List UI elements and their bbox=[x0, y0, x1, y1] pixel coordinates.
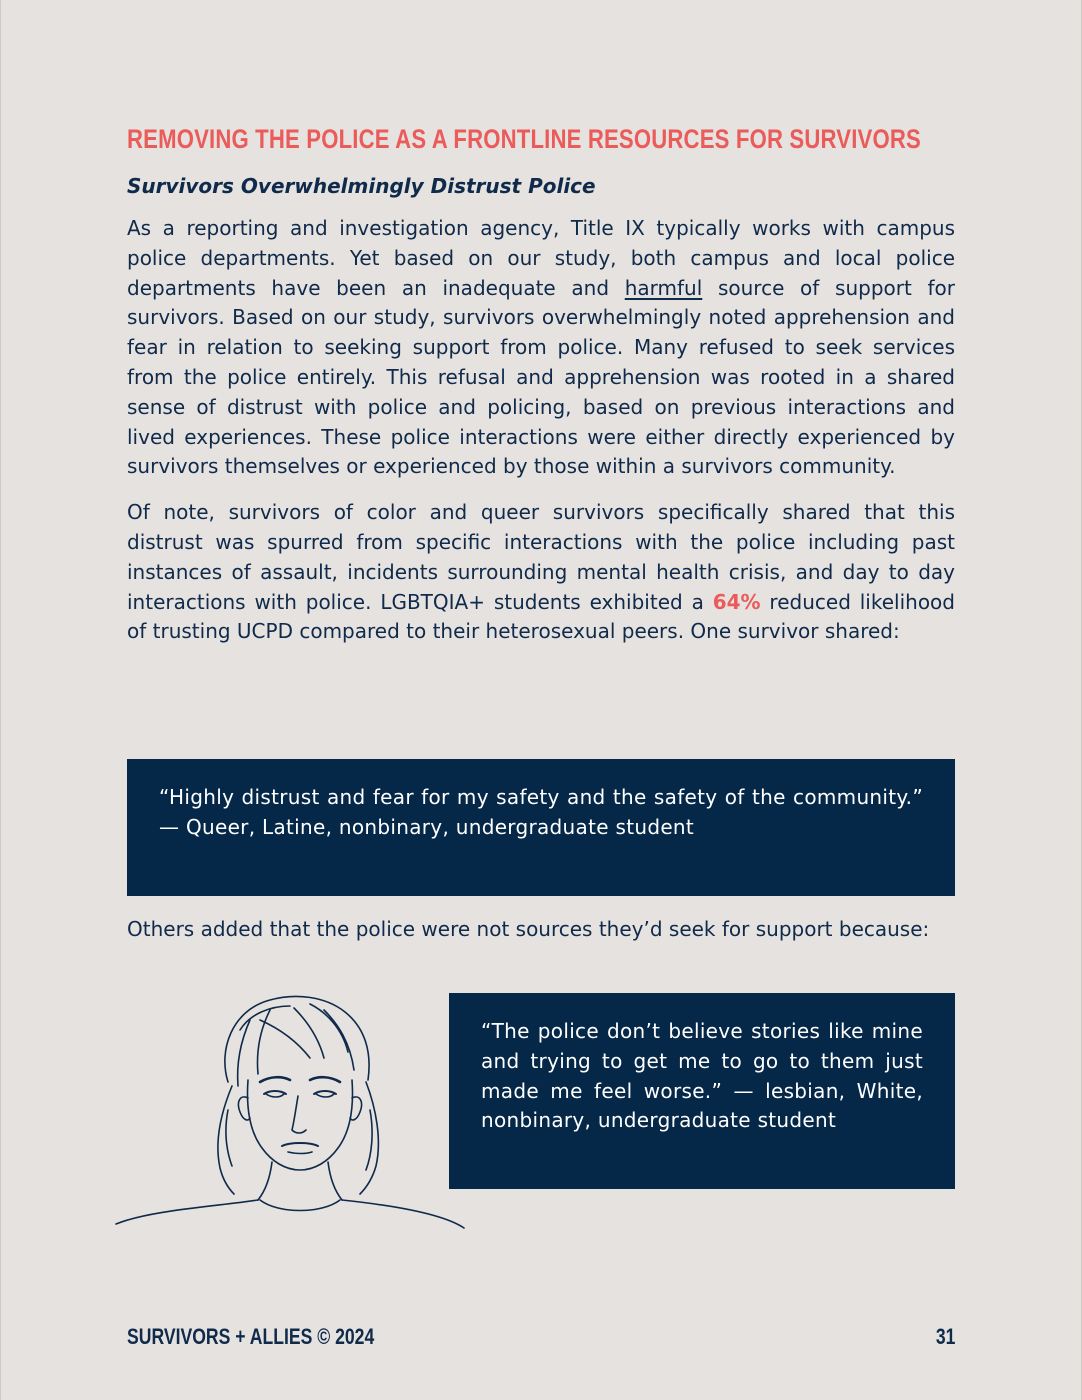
section-title: REMOVING THE POLICE AS A FRONTLINE RESOURCES FOR SURVIVORS bbox=[127, 124, 921, 154]
paragraph-others: Others added that the police were not sources they’d seek for support because: bbox=[127, 917, 930, 941]
quote-box-2 bbox=[449, 993, 955, 1189]
main-content bbox=[127, 120, 955, 647]
paragraph-queer-survivors bbox=[127, 498, 955, 647]
paragraph-text: Of note, survivors of color and queer survivors specifically shared that this distrust was spurred from specific interactions with the police including past instances of assault, incidents surrounding mental health crisis, and day to day interactions with police. LGBTQIA+ students exhibited a bbox=[127, 500, 955, 614]
harmful-link[interactable]: harmful bbox=[624, 275, 703, 300]
quote-box-1 bbox=[127, 759, 955, 896]
page-number: 31 bbox=[935, 1324, 955, 1349]
line-drawing-portrait-icon bbox=[110, 990, 470, 1230]
paragraph-text: source of support for survivors. Based on our study, survivors overwhelmingly noted apprehension and fear in relation to seeking support from police. Many refused to seek services from the police entirely. This refusal and apprehension was rooted in a shared sense of distrust with police and policing, based on previous interactions and lived experiences. These police interactions were either directly experienced by survivors themselves or experienced by those within a survivors community. bbox=[127, 275, 955, 479]
footer-publisher: SURVIVORS + ALLIES © 2024 bbox=[127, 1324, 375, 1349]
quote-text: “The police don’t believe stories like mine and trying to get me to go to them just made me feel worse.” — lesbian, White, nonbinary, undergraduate student bbox=[481, 1019, 923, 1133]
page-footer bbox=[127, 1322, 955, 1352]
stat-highlight: 64% bbox=[712, 589, 761, 614]
paragraph-distrust bbox=[127, 214, 955, 482]
paragraph-text: As a reporting and investigation agency, Title IX typically works with campus police departments. Yet based on our study, both campus and local police departments have been an inadequate and bbox=[127, 216, 955, 300]
quote-text: “Highly distrust and fear for my safety and the safety of the community.” — Queer, Latine, nonbinary, undergraduate student bbox=[159, 785, 923, 839]
section-subtitle: Survivors Overwhelmingly Distrust Police bbox=[127, 174, 596, 198]
paragraph-text: reduced likelihood of trusting UCPD compared to their heterosexual peers. One survivor shared: bbox=[127, 589, 955, 644]
